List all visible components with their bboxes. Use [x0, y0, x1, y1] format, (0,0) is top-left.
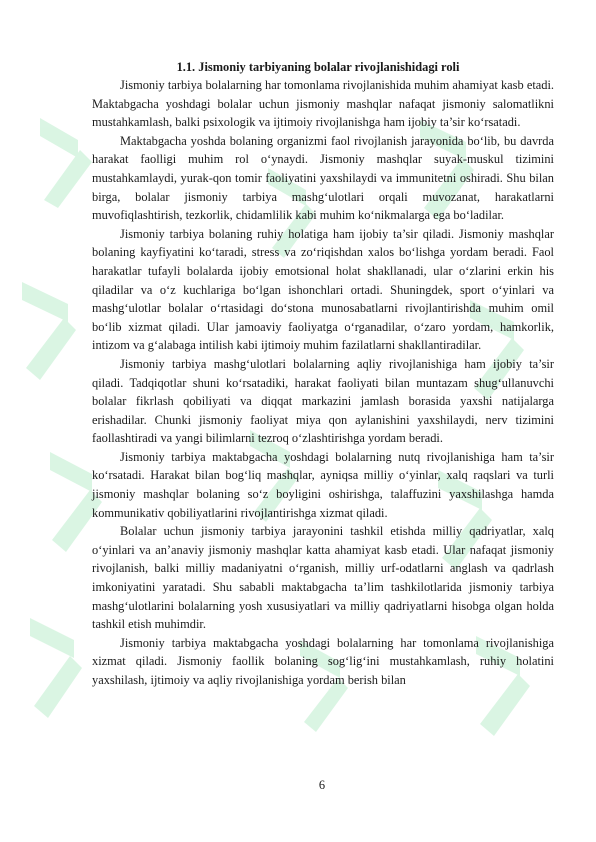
paragraph-intro: Jismoniy tarbiya bolalarning har tomonlama rivojlanishida muhim ahamiyat kasb etadi. Maktabgacha yoshdagi bolalar uchun jismoniy mashqlar nafaqat jismoniy salomatlikni mustahkamlash, balki psixologik va ijtimoiy rivojlanishga ham ijobiy ta’sir ko‘rsatadi.: [92, 78, 554, 130]
paragraph-mental-state: Jismoniy tarbiya bolaning ruhiy holatiga ham ijobiy ta’sir qiladi. Jismoniy mashqlar bolaning kayfiyatini ko‘taradi, stress va zo‘riqishdan xalos bo‘lishga yordam beradi. Faol harakatlar tufayli bolalarda ijobiy emotsional holat shakllanadi, ular o‘zlarini erkin his qiladilar va o‘z kuchlariga bo‘lgan ishonchlari ortadi. Shuningdek, sport o‘yinlari va mashg‘ulotlar bolalar o‘rtasidagi do‘stona munosabatlarni rivojlantirishda muhim omil bo‘lib xizmat qiladi. Ular jamoaviy faoliyatga o‘rganadilar, o‘zaro yordam, hamkorlik, intizom va g‘alabaga intilish kabi ijtimoiy muhim fazilatlarni shakllantiradilar.: [92, 226, 554, 353]
document-body: [92, 58, 554, 690]
page-number: 6: [318, 778, 326, 792]
paragraph-physical-development: Maktabgacha yoshda bolaning organizmi faol rivojlanish jarayonida bo‘lib, bu davrda harakat faolligi muhim rol o‘ynaydi. Jismoniy mashqlar suyak-muskul tizimini mustahkamlaydi, yurak-qon tomir faoliyatini yaxshilaydi va immunitetni oshiradi. Shu bilan birga, bolalar jismoniy tarbiya mashg‘ulotlari orqali muvozanat, harakatlarni muvofiqlashtirish, tezkorlik, chidamlilik kabi muhim ko‘nikmalarga ega bo‘ladilar.: [92, 133, 554, 223]
paragraph-cognitive-development: Jismoniy tarbiya mashg‘ulotlari bolalarning aqliy rivojlanishiga ham ijobiy ta’sir qiladi. Tadqiqotlar shuni ko‘rsatadiki, harakat faoliyati bilan muntazam shug‘ullanuvchi bolalar fikrlash qobiliyati va diqqat markazini jamlash borasida yaxshi natijalarga erishadilar. Chunki jismoniy faoliyat miya qon aylanishini yaxshilaydi, nerv tizimini faollashtiradi va yangi bilimlarni tezroq o‘zlashtirishga yordam beradi.: [92, 356, 554, 446]
paragraph-national-values: Bolalar uchun jismoniy tarbiya jarayonini tashkil etishda milliy qadriyatlar, xalq o‘yinlari va an’anaviy jismoniy mashqlar katta ahamiyat kasb etadi. Ular nafaqat jismoniy rivojlanish, balki milliy madaniyatni o‘rganish, milliy urf-odatlarni anglash va qadrlash imkoniyatini yaratadi. Shu sababli maktabgacha ta’lim tashkilotlarida jismoniy tarbiya mashg‘ulotlarini bolalarning yosh xususiyatlari va milliy qadriyatlarni hisobga olgan holda tashkil etish muhimdir.: [92, 524, 554, 632]
paragraph-speech-development: Jismoniy tarbiya maktabgacha yoshdagi bolalarning nutq rivojlanishiga ham ta’sir ko‘rsatadi. Harakat bilan bog‘liq mashqlar, ayniqsa milliy o‘yinlar, xalq raqslari va turli jismoniy mashqlar bolaning so‘z boyligini oshirishga, talaffuzini yaxshilashga hamda kommunikativ qobiliyatlarini rivojlantirishga xizmat qiladi.: [92, 449, 554, 520]
paragraph-conclusion: Jismoniy tarbiya maktabgacha yoshdagi bolalarning har tomonlama rivojlanishiga xizmat qiladi. Jismoniy faollik bolaning sog‘lig‘ini mustahkamlash, ruhiy holatini yaxshilash, ijtimoiy va aqliy rivojlanishiga yordam berish bilan: [92, 635, 554, 687]
section-heading: 1.1. Jismoniy tarbiyaning bolalar rivojlanishidagi roli: [176, 60, 460, 74]
